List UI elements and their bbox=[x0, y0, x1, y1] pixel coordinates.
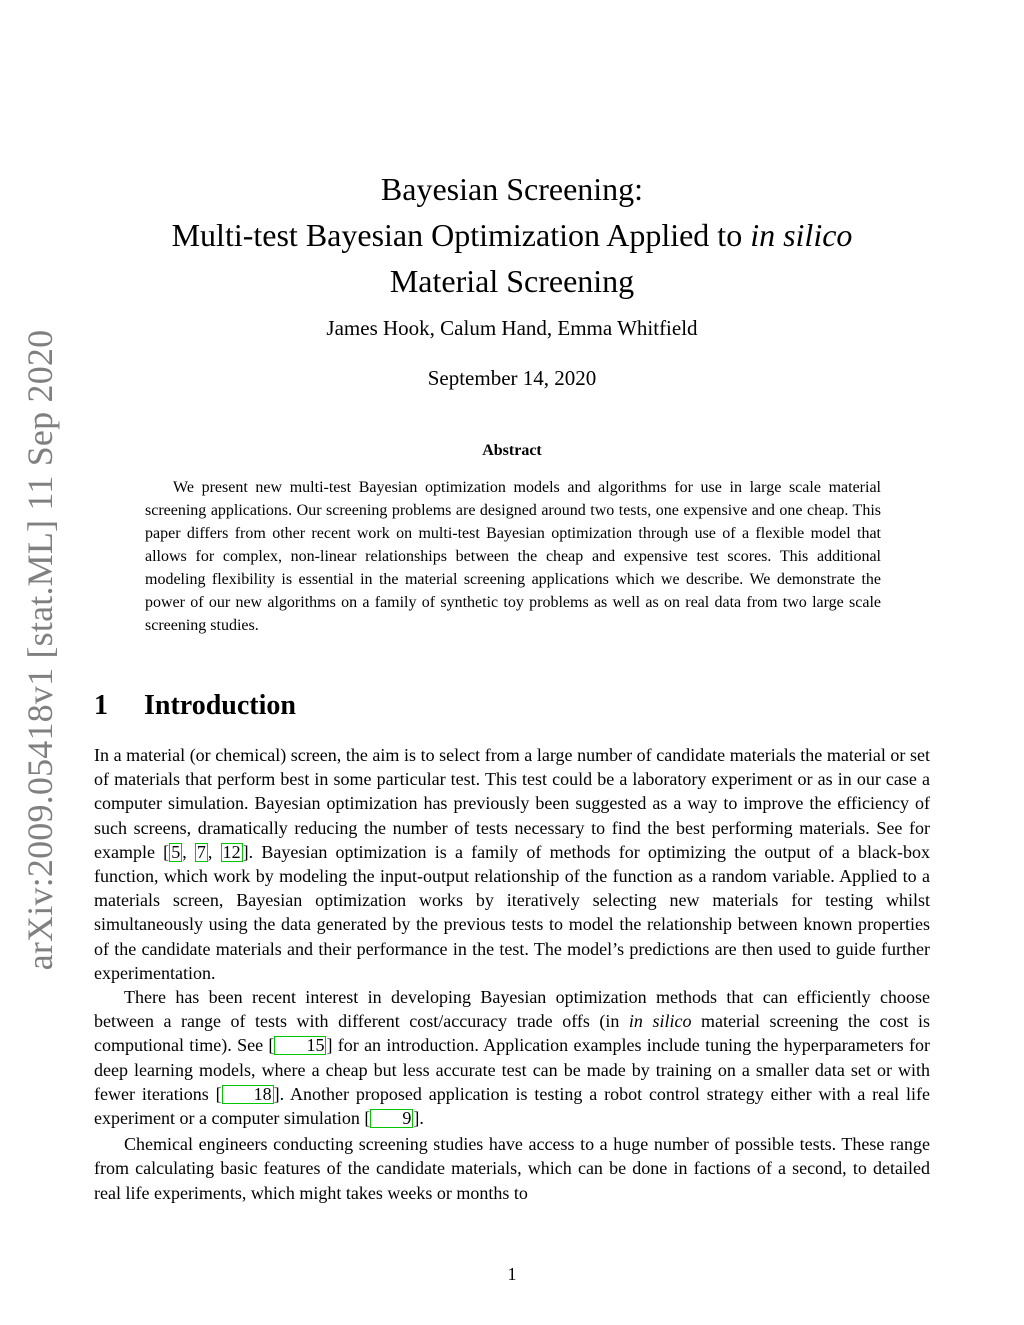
title-line-1: Bayesian Screening: bbox=[380, 171, 644, 207]
author-list: James Hook, Calum Hand, Emma Whitfield bbox=[326, 316, 698, 340]
citation-link-5[interactable]: 5 bbox=[171, 841, 181, 862]
paragraph-2-text-e: ]. bbox=[413, 1108, 424, 1129]
section-title: Introduction bbox=[144, 690, 296, 721]
page-number: 1 bbox=[507, 1264, 517, 1284]
title-line-2 bbox=[100, 212, 924, 258]
citation-link-12[interactable]: 12 bbox=[222, 841, 241, 862]
title-italic-text: in silico bbox=[750, 217, 853, 253]
citation-separator: , bbox=[207, 841, 221, 862]
title-line-3: Material Screening bbox=[389, 263, 635, 299]
introduction-body bbox=[94, 743, 930, 1205]
citation-link-9[interactable]: 9 bbox=[370, 1109, 413, 1128]
citation-link-7[interactable]: 7 bbox=[196, 841, 206, 862]
paragraph-1-text-b: ]. Bayesian optimization is a family of methods for optimizing the output of a black-box function, which work by modeling the input-output relationship of the function as a random variable. Applied to a materials screen, Bayesian optimization works by iteratively selecting new materials for testing whilst simultaneously using the data generated by the previous tests to model the relationship between known properties of the candidate materials and their performance in the test. The model’s predictions are then used to guide further experimentation. bbox=[94, 841, 930, 983]
abstract-text: We present new multi-test Bayesian optimization models and algorithms for use in large scale material screening applications. Our screening problems are designed around two tests, one expensive and one cheap. This paper differs from other recent work on multi-test Bayesian optimization through use of a flexible model that allows for complex, non-linear relationships between the cheap and expensive test scores. This additional modeling flexibility is essential in the material screening applications which we describe. We demonstrate the power of our new algorithms on a family of synthetic toy problems as well as on real data from two large scale screening studies. bbox=[145, 479, 881, 634]
citation-link-18[interactable]: 18 bbox=[222, 1085, 274, 1104]
citation-link-15[interactable]: 15 bbox=[274, 1036, 326, 1055]
paragraph-2-text-b: material screening the cost is computional time). See [ bbox=[94, 1011, 931, 1056]
section-number: 1 bbox=[94, 690, 108, 721]
citation-separator: , bbox=[182, 841, 195, 862]
paragraph-2-text-d: ]. Another proposed application is testing a robot control strategy either with a real life experiment or a computer simulation [ bbox=[94, 1083, 930, 1129]
title-line-2-text: Multi-test Bayesian Optimization Applied to bbox=[171, 217, 751, 253]
paragraph-2-text-c: ] for an introduction. Application examples include tuning the hyperparameters for deep learning models, where a cheap but less accurate test can be made by training on a smaller data set or with fewer iterations [ bbox=[94, 1035, 931, 1104]
paragraph-1 bbox=[94, 743, 930, 985]
paragraph-1-text-a: In a material (or chemical) screen, the aim is to select from a large number of candidate materials the material or set of materials that perform best in some particular test. This test could be a laboratory experiment or as in our case a computer simulation. Bayesian optimization has previously been suggested as a way to improve the efficiency of such screens, dramatically reducing the number of tests necessary to find the best performing materials. See for example [ bbox=[94, 745, 930, 862]
abstract-heading: Abstract bbox=[482, 442, 542, 459]
section-heading-introduction bbox=[94, 690, 296, 722]
paragraph-2-italic: in silico bbox=[628, 1011, 692, 1032]
publication-date: September 14, 2020 bbox=[427, 366, 597, 390]
arxiv-identifier-stamp: arXiv:2009.05418v1 [stat.ML] 11 Sep 2020 bbox=[20, 329, 60, 971]
paragraph-2-text-a: There has been recent interest in developing Bayesian optimization methods that can efficiently choose between a range of tests with different cost/accuracy trade offs (in bbox=[94, 987, 930, 1032]
paragraph-3: Chemical engineers conducting screening studies have access to a huge number of possible tests. These range from calculating basic features of the candidate materials, which can be done in factions of a second, to detailed real life experiments, which might takes weeks or months to bbox=[94, 1134, 930, 1203]
paper-title bbox=[100, 166, 924, 304]
paragraph-2 bbox=[94, 985, 930, 1130]
